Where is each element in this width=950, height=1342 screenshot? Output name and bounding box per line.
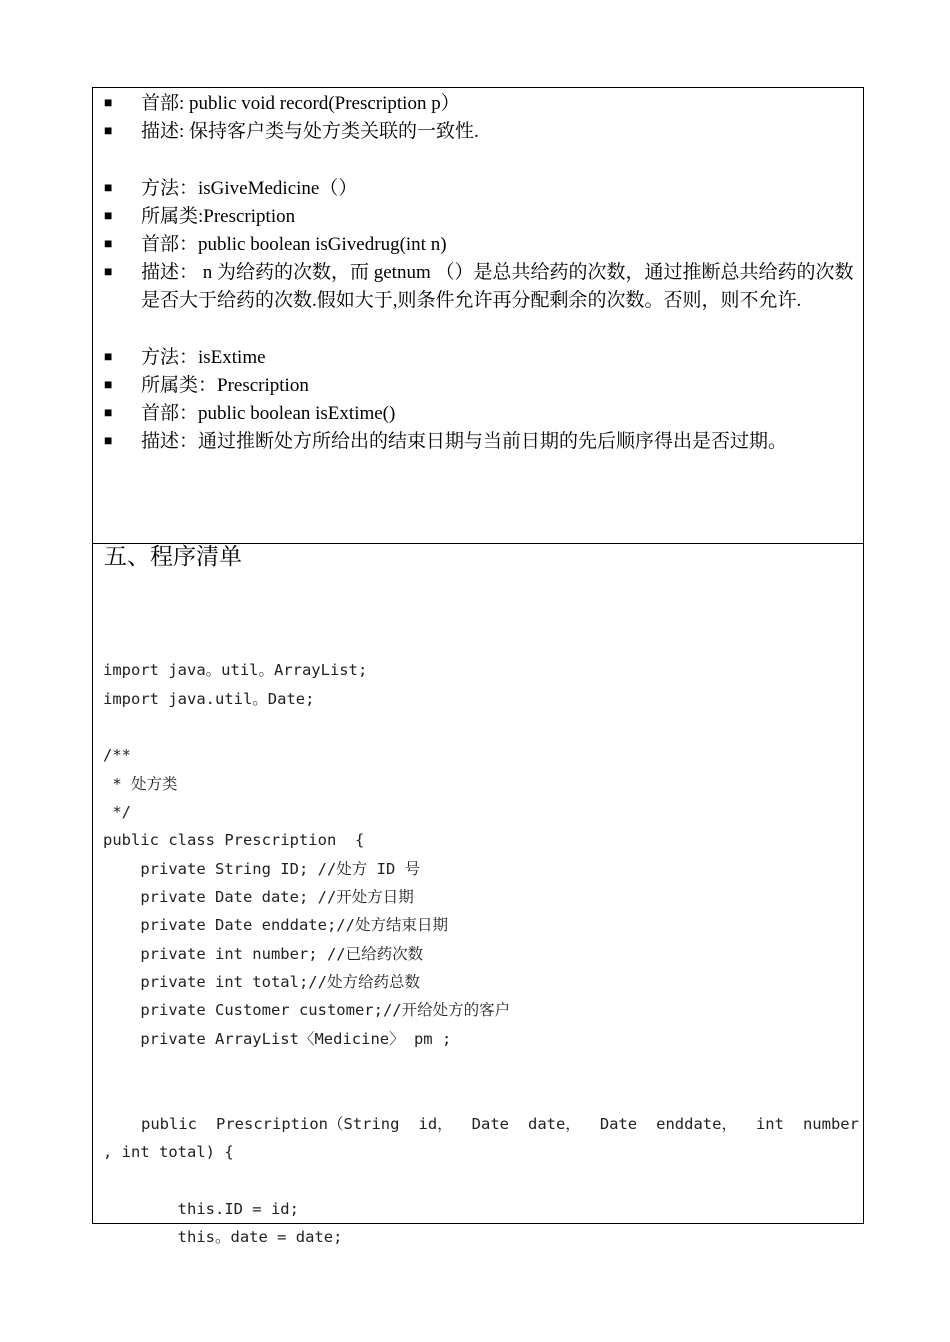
list-item xyxy=(104,118,856,146)
code-line: private Customer customer;//开给处方的客户 xyxy=(103,1001,511,1020)
blank-line xyxy=(104,146,856,174)
list-item-text: 首部: public void record(Prescription p） xyxy=(141,93,460,114)
square-bullet-icon: ■ xyxy=(104,349,113,365)
code-line: private Date enddate;//处方结束日期 xyxy=(103,916,448,935)
list-item-text: 描述：通过推断处方所给出的结束日期与当前日期的先后顺序得出是否过期。 xyxy=(141,431,788,453)
code-token: date， xyxy=(527,1114,581,1133)
code-token: Prescription（String xyxy=(216,1114,400,1133)
square-bullet-icon: ■ xyxy=(104,434,113,450)
code-line: this。date = date; xyxy=(103,1228,343,1247)
list-item xyxy=(104,344,856,372)
list-item-text: 描述： n 为给药的次数，而 getnum （）是总共给药的次数，通过推断总共给药的次数是否大于给药的次数.假如大于,则条件允许再分配剩余的次数。否则，则不允许. xyxy=(141,262,854,312)
constructor-signature-line xyxy=(103,1110,859,1138)
list-item xyxy=(104,428,856,456)
list-item xyxy=(104,175,856,203)
code-token: Date xyxy=(471,1114,509,1133)
square-bullet-icon: ■ xyxy=(104,378,113,393)
code-line: import java。util。ArrayList; xyxy=(103,661,368,680)
square-bullet-icon: ■ xyxy=(104,406,113,422)
square-bullet-icon: ■ xyxy=(104,208,113,224)
list-item xyxy=(104,400,856,428)
code-line: private String ID; //处方 ID 号 xyxy=(103,859,421,878)
method-description-list xyxy=(104,90,856,457)
code-line: , int total) { xyxy=(103,1143,234,1162)
code-token: enddate， xyxy=(656,1114,737,1133)
code-line xyxy=(103,1053,859,1081)
list-item-text: 方法：isExtime xyxy=(141,346,266,368)
square-bullet-icon: ■ xyxy=(104,180,113,196)
list-item-text: 描述: 保持客户类与处方类关联的一致性. xyxy=(141,121,479,143)
square-bullet-icon: ■ xyxy=(104,237,113,252)
code-listing xyxy=(103,628,859,1252)
code-line: import java.util。Date; xyxy=(103,689,315,708)
code-line: /** xyxy=(103,746,131,765)
code-line: * 处方类 xyxy=(103,774,178,793)
code-token: int xyxy=(755,1114,784,1133)
code-token: public xyxy=(141,1114,197,1133)
list-item-text: 首部：public boolean isGivedrug(int n) xyxy=(141,234,447,255)
list-item-text: 首部：public boolean isExtime() xyxy=(141,403,396,425)
document-table-frame xyxy=(92,87,864,1247)
square-bullet-icon: ■ xyxy=(104,124,113,140)
list-item-text: 所属类:Prescription xyxy=(141,205,296,227)
code-line xyxy=(103,1082,859,1110)
code-line: private ArrayList〈Medicine〉 pm ; xyxy=(103,1029,452,1048)
list-item xyxy=(104,90,856,118)
list-item xyxy=(104,203,856,231)
list-item xyxy=(104,259,856,315)
code-line xyxy=(103,1167,859,1195)
blank-line xyxy=(104,316,856,344)
code-line xyxy=(103,628,859,656)
code-line xyxy=(103,713,859,741)
list-item-text: 所属类：Prescription xyxy=(141,375,309,396)
code-line: */ xyxy=(103,803,131,822)
code-line: this.ID = id; xyxy=(103,1199,299,1218)
code-line: private int total;//处方给药总数 xyxy=(103,973,420,992)
section-heading: 五、程序清单 xyxy=(104,544,242,570)
code-line: public class Prescription { xyxy=(103,831,365,850)
square-bullet-icon: ■ xyxy=(104,265,113,281)
code-token: number xyxy=(802,1114,859,1133)
list-item-text: 方法：isGiveMedicine（） xyxy=(141,177,358,199)
code-line: private Date date; //开处方日期 xyxy=(103,888,414,907)
list-item xyxy=(104,372,856,400)
square-bullet-icon: ■ xyxy=(104,96,113,111)
list-item xyxy=(104,231,856,259)
code-line: private int number; //已给药次数 xyxy=(103,944,424,963)
code-token: Date xyxy=(599,1114,638,1133)
code-token: id， xyxy=(418,1114,453,1133)
